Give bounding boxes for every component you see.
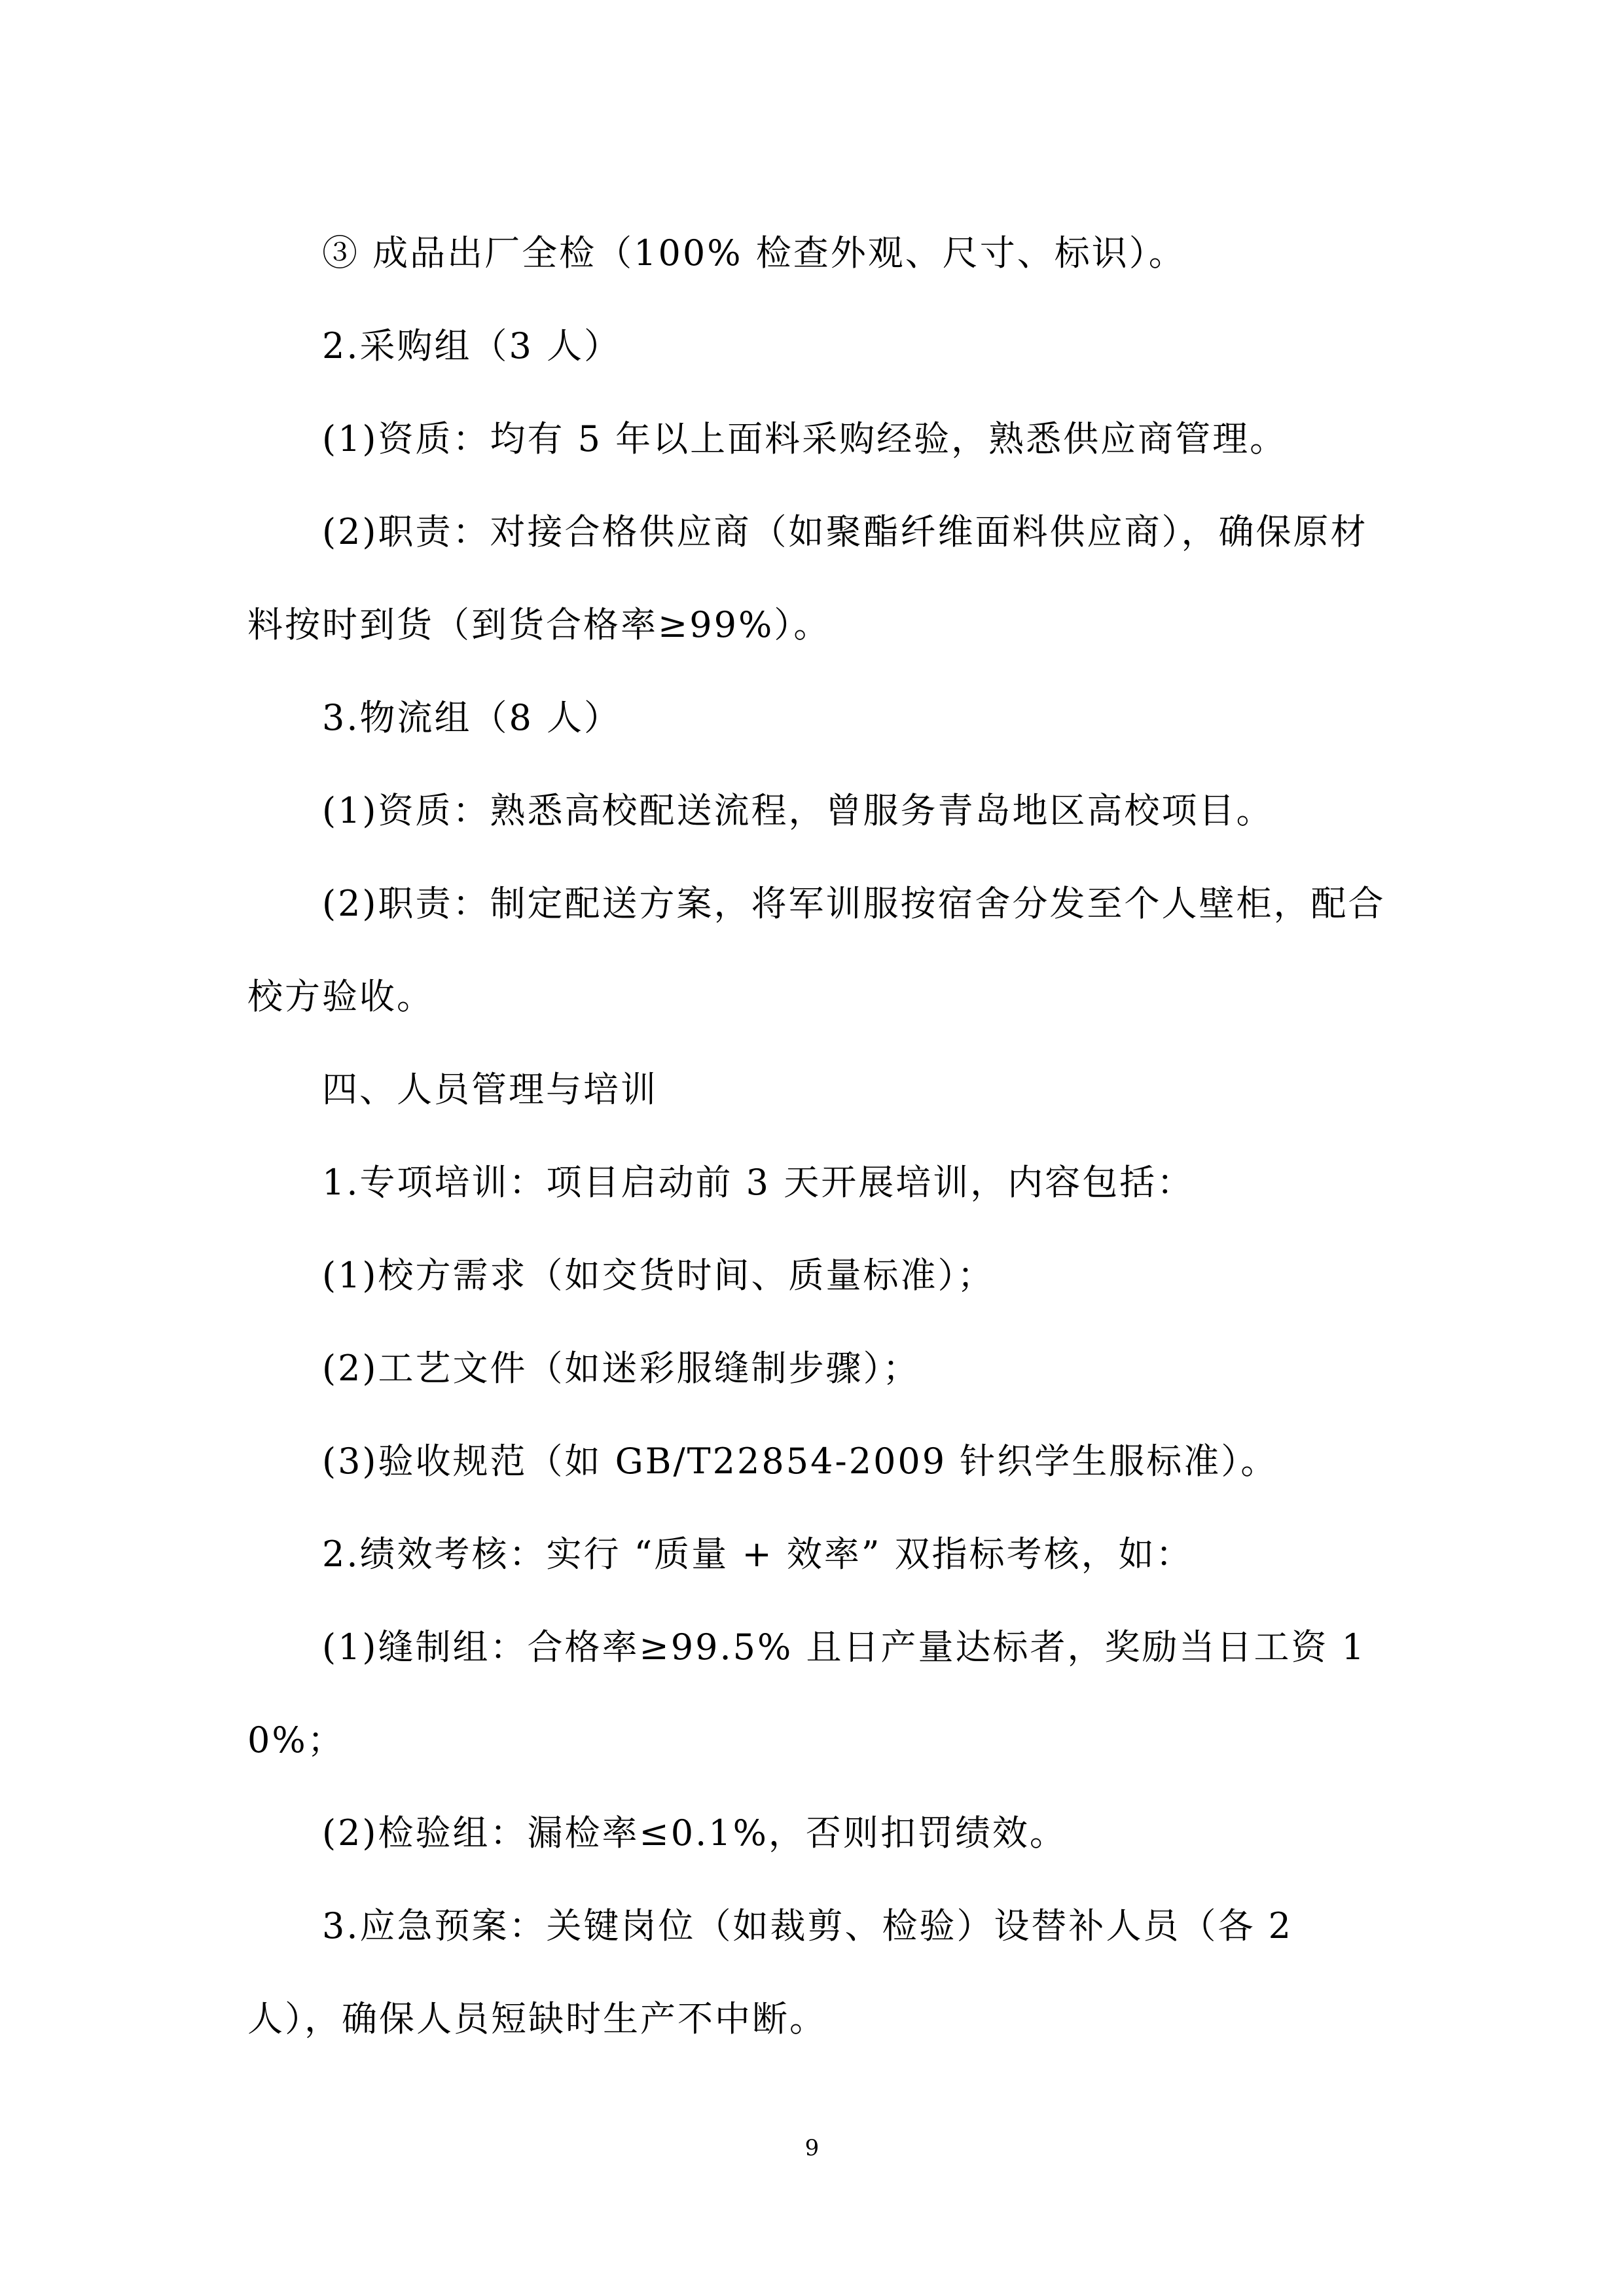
- paragraph-final-inspection: ③ 成品出厂全检（100% 检查外观、尺寸、标识）。: [322, 232, 1186, 274]
- paragraph-logistics-duty: (2)职责：制定配送方案，将军训服按宿舍分发至个人壁柜，配合校方验收。: [247, 883, 1386, 1017]
- paragraph-inspection-group-penalty: (2)检验组：漏检率≤0.1%，否则扣罚绩效。: [322, 1812, 1067, 1854]
- paragraph-training-school-needs: (1)校方需求（如交货时间、质量标准）；: [322, 1255, 995, 1296]
- body-text: [247, 207, 1386, 2066]
- paragraph-training-acceptance-spec: (3)验收规范（如 GB/T22854-2009 针织学生服标准）。: [322, 1441, 1278, 1482]
- paragraph-logistics-qualification: (1)资质：熟悉高校配送流程，曾服务青岛地区高校项目。: [322, 790, 1274, 831]
- paragraph-procurement-qualification: (1)资质：均有 5 年以上面料采购经验，熟悉供应商管理。: [322, 418, 1288, 459]
- paragraph-procurement-duty: (2)职责：对接合格供应商（如聚酯纤维面料供应商），确保原材料按时到货（到货合格率≥99%）。: [247, 511, 1368, 645]
- paragraph-performance-review: 2.绩效考核：实行 “质量 + 效率” 双指标考核，如：: [322, 1534, 1193, 1575]
- page-number: 9: [804, 2135, 820, 2161]
- paragraph-logistics-group: 3.物流组（8 人）: [322, 697, 622, 738]
- section-heading-personnel-training: 四、人员管理与培训: [322, 1069, 658, 1110]
- paragraph-emergency-plan: 3.应急预案：关键岗位（如裁剪、检验）设替补人员（各 2 人），确保人员短缺时生产不中断。: [247, 1905, 1293, 2039]
- paragraph-sewing-group-reward: (1)缝制组：合格率≥99.5% 且日产量达标者，奖励当日工资 10%；: [247, 1626, 1366, 1761]
- paragraph-training-process-docs: (2)工艺文件（如迷彩服缝制步骤）；: [322, 1348, 920, 1389]
- paragraph-special-training: 1.专项培训：项目启动前 3 天开展培训，内容包括：: [322, 1162, 1195, 1203]
- paragraph-procurement-group: 2.采购组（3 人）: [322, 325, 622, 367]
